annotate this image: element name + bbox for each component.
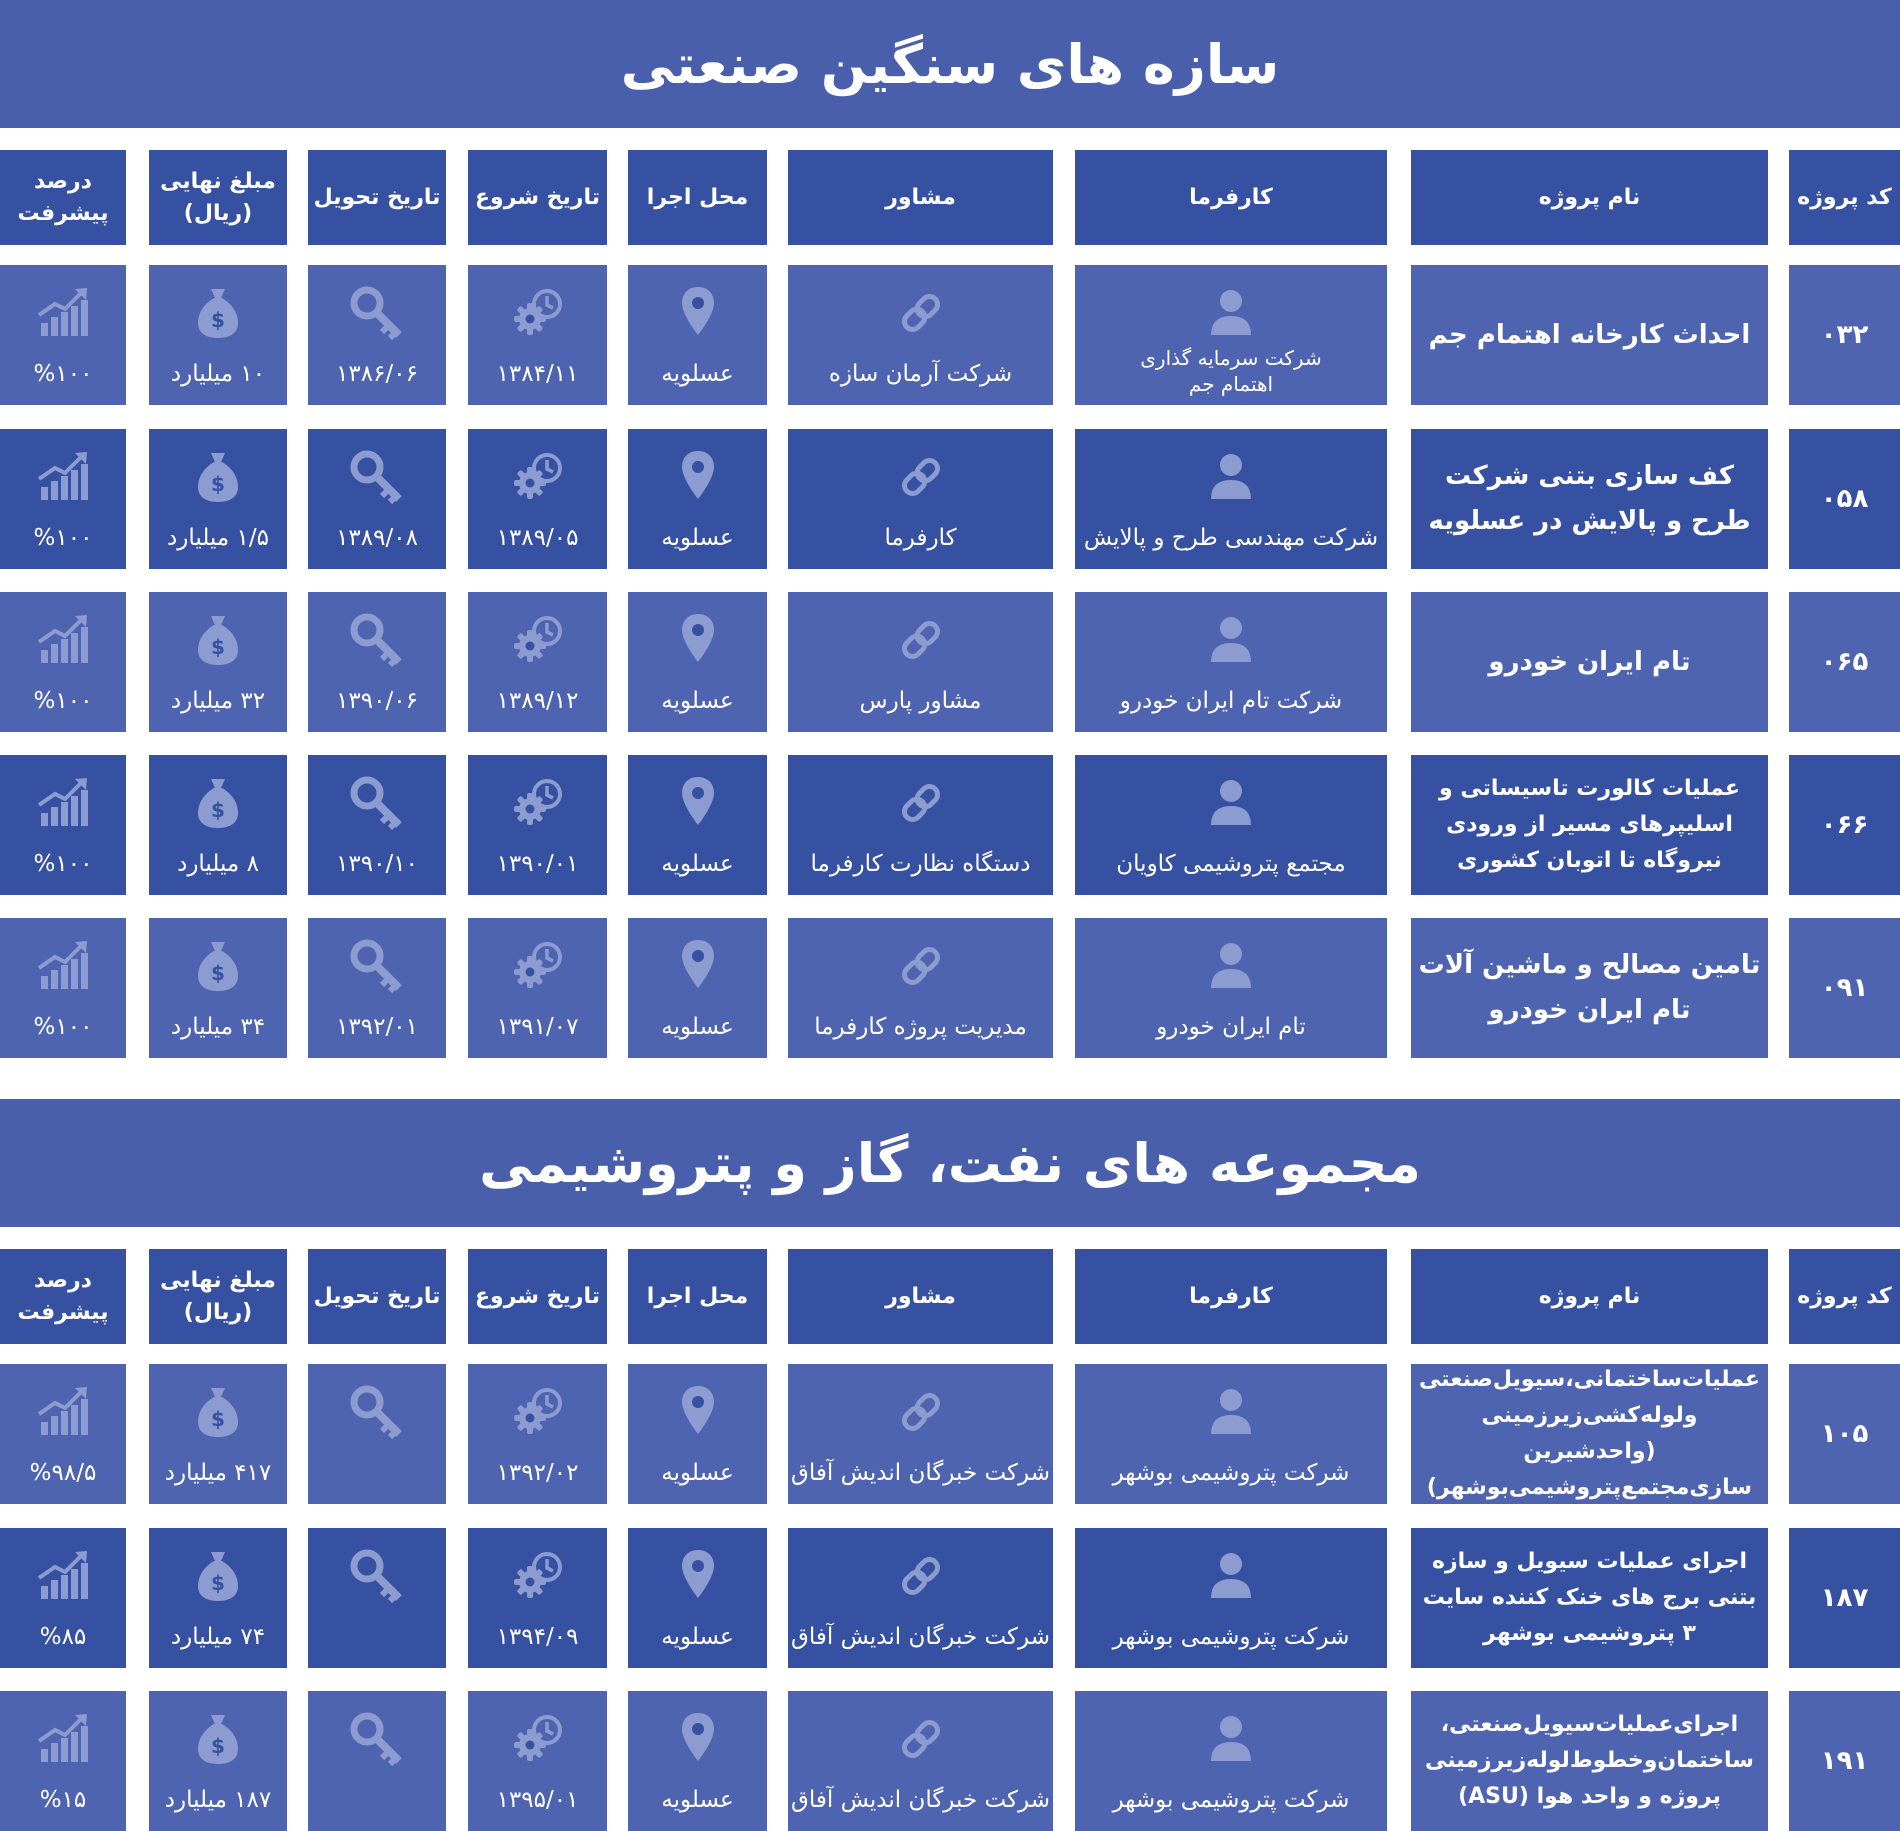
- location-value: عسلویه: [661, 1460, 734, 1486]
- gear-clock-icon: [468, 938, 607, 994]
- cell-start-date: [468, 265, 607, 405]
- start-date-value: ۱۳۹۱/۰۷: [496, 1014, 579, 1040]
- start-date-value: ۱۳۸۹/۱۲: [496, 688, 579, 714]
- user-icon: [1075, 1548, 1387, 1604]
- cell-code: [1789, 1528, 1900, 1668]
- cell-delivery-date: [308, 1691, 446, 1831]
- location-value: عسلویه: [661, 1624, 734, 1650]
- employer-value: شرکت تام ایران خودرو: [1119, 688, 1343, 714]
- key-icon: [308, 1711, 446, 1767]
- cell-delivery-date: [308, 429, 446, 569]
- growth-chart-icon: [0, 449, 126, 505]
- user-icon: [1075, 775, 1387, 831]
- key-icon: [308, 1548, 446, 1604]
- header-label: مشاور: [885, 184, 956, 210]
- cell-name: [1411, 592, 1768, 732]
- project-name: کف سازی بتنی شرکت طرح و پالایش در عسلویه: [1428, 461, 1751, 536]
- money-bag-icon: [149, 1384, 287, 1440]
- cell-name: [1411, 1528, 1768, 1668]
- cell-employer: [1075, 265, 1387, 405]
- cell-employer: [1075, 755, 1387, 895]
- map-pin-icon: [628, 775, 767, 831]
- cell-name: [1411, 918, 1768, 1058]
- final-amount-value: ۳۲ میلیارد: [170, 688, 266, 714]
- progress-value: %۹۸/۵: [29, 1460, 97, 1486]
- cell-delivery-date: [308, 918, 446, 1058]
- header-delivery-date: [308, 150, 446, 245]
- header-label: نام پروژه: [1538, 1283, 1641, 1309]
- svg-text:$: $: [211, 798, 225, 822]
- location-value: عسلویه: [661, 688, 734, 714]
- cell-start-date: [468, 429, 607, 569]
- growth-chart-icon: [0, 285, 126, 341]
- cell-consultant: [788, 1691, 1053, 1831]
- user-icon: [1075, 1384, 1387, 1440]
- header-code: [1789, 1249, 1900, 1344]
- header-label: درصد پیشرفت: [17, 1267, 109, 1325]
- cell-name: [1411, 429, 1768, 569]
- cell-progress: [0, 429, 126, 569]
- cell-location: [628, 1364, 767, 1504]
- cell-final-amount: [149, 265, 287, 405]
- key-icon: [308, 612, 446, 668]
- table-row: [0, 429, 1900, 569]
- project-name: اجرای‌عملیات‌سیویل‌صنعتی، ساختمان‌وخطوط‌لوله‌زیرزمینی پروژه و واحد هوا (ASU): [1425, 1712, 1754, 1809]
- employer-value: شرکت سرمایه گذاری اهتمام جم: [1140, 346, 1322, 396]
- consultant-value: شرکت آرمان سازه: [828, 361, 1013, 387]
- start-date-value: ۱۳۹۴/۰۹: [496, 1624, 579, 1650]
- header-label: کد پروژه: [1797, 1283, 1892, 1309]
- cell-start-date: [468, 592, 607, 732]
- header-label: محل اجرا: [646, 184, 749, 210]
- gear-clock-icon: [468, 285, 607, 341]
- growth-chart-icon: [0, 1384, 126, 1440]
- table-row: [0, 755, 1900, 895]
- header-location: [628, 150, 767, 245]
- svg-text:$: $: [211, 961, 225, 985]
- header-name: [1411, 150, 1768, 245]
- cell-start-date: [468, 1691, 607, 1831]
- money-bag-icon: [149, 449, 287, 505]
- progress-value: %۱۵: [39, 1787, 87, 1813]
- cell-code: [1789, 592, 1900, 732]
- money-bag-icon: [149, 1548, 287, 1604]
- final-amount-value: ۱۰ میلیارد: [170, 361, 266, 387]
- link-icon: [788, 1384, 1053, 1440]
- gear-clock-icon: [468, 449, 607, 505]
- map-pin-icon: [628, 1711, 767, 1767]
- progress-value: %۱۰۰: [33, 688, 93, 714]
- project-name: عملیات کالورت تاسیساتی و اسلیپرهای مسیر از ورودی نیروگاه تا اتوبان کشوری: [1439, 776, 1740, 873]
- project-name: تامین مصالح و ماشین آلات تام ایران خودرو: [1418, 950, 1761, 1025]
- table-row: [0, 592, 1900, 732]
- link-icon: [788, 285, 1053, 341]
- cell-code: [1789, 1691, 1900, 1831]
- svg-text:$: $: [211, 635, 225, 659]
- table-row: [0, 1691, 1900, 1831]
- cell-delivery-date: [308, 265, 446, 405]
- gear-clock-icon: [468, 1548, 607, 1604]
- project-code: ۰۶۶: [1820, 810, 1869, 840]
- progress-value: %۸۵: [39, 1624, 87, 1650]
- cell-start-date: [468, 755, 607, 895]
- location-value: عسلویه: [661, 361, 734, 387]
- cell-progress: [0, 755, 126, 895]
- growth-chart-icon: [0, 775, 126, 831]
- start-date-value: ۱۳۸۹/۰۵: [496, 525, 579, 551]
- growth-chart-icon: [0, 612, 126, 668]
- table-header: [0, 1249, 1900, 1344]
- header-location: [628, 1249, 767, 1344]
- consultant-value: شرکت خبرگان اندیش آفاق: [791, 1460, 1050, 1486]
- map-pin-icon: [628, 938, 767, 994]
- header-consultant: [788, 1249, 1053, 1344]
- location-value: عسلویه: [661, 525, 734, 551]
- start-date-value: ۱۳۹۰/۰۱: [496, 851, 579, 877]
- progress-value: %۱۰۰: [33, 525, 93, 551]
- cell-code: [1789, 1364, 1900, 1504]
- money-bag-icon: [149, 612, 287, 668]
- user-icon: [1075, 449, 1387, 505]
- header-label: تاریخ شروع: [475, 184, 600, 210]
- delivery-date-value: ۱۳۸۹/۰۸: [336, 525, 418, 551]
- cell-code: [1789, 755, 1900, 895]
- header-label: کارفرما: [1189, 1283, 1273, 1309]
- final-amount-value: ۴۱۷ میلیارد: [164, 1460, 272, 1486]
- money-bag-icon: [149, 775, 287, 831]
- header-code: [1789, 150, 1900, 245]
- svg-text:$: $: [211, 1407, 225, 1431]
- cell-employer: [1075, 1691, 1387, 1831]
- cell-final-amount: [149, 429, 287, 569]
- header-delivery-date: [308, 1249, 446, 1344]
- header-employer: [1075, 1249, 1387, 1344]
- cell-consultant: [788, 1528, 1053, 1668]
- header-progress: [0, 150, 126, 245]
- delivery-date-value: ۱۳۹۰/۰۶: [336, 688, 418, 714]
- key-icon: [308, 938, 446, 994]
- key-icon: [308, 285, 446, 341]
- cell-location: [628, 1528, 767, 1668]
- cell-progress: [0, 1528, 126, 1668]
- map-pin-icon: [628, 449, 767, 505]
- progress-value: %۱۰۰: [33, 1014, 93, 1040]
- consultant-value: مدیریت پروژه کارفرما: [814, 1014, 1027, 1040]
- consultant-value: شرکت خبرگان اندیش آفاق: [791, 1787, 1050, 1813]
- cell-progress: [0, 1691, 126, 1831]
- header-label: محل اجرا: [646, 1283, 749, 1309]
- cell-employer: [1075, 918, 1387, 1058]
- cell-consultant: [788, 429, 1053, 569]
- header-label: کد پروژه: [1797, 184, 1892, 210]
- user-icon: [1075, 612, 1387, 668]
- cell-progress: [0, 265, 126, 405]
- svg-text:$: $: [211, 472, 225, 496]
- cell-name: [1411, 1691, 1768, 1831]
- project-code: ۱۰۵: [1820, 1419, 1869, 1449]
- consultant-value: کارفرما: [884, 525, 957, 551]
- employer-value: شرکت پتروشیمی بوشهر: [1112, 1624, 1350, 1650]
- final-amount-value: ۱/۵ میلیارد: [167, 525, 269, 551]
- link-icon: [788, 1711, 1053, 1767]
- header-consultant: [788, 150, 1053, 245]
- link-icon: [788, 938, 1053, 994]
- header-start-date: [468, 150, 607, 245]
- final-amount-value: ۳۴ میلیارد: [170, 1014, 266, 1040]
- cell-progress: [0, 592, 126, 732]
- key-icon: [308, 775, 446, 831]
- table-header: [0, 150, 1900, 245]
- key-icon: [308, 449, 446, 505]
- cell-name: [1411, 1364, 1768, 1504]
- header-employer: [1075, 150, 1387, 245]
- cell-delivery-date: [308, 1364, 446, 1504]
- link-icon: [788, 775, 1053, 831]
- project-code: ۱۹۱: [1820, 1746, 1869, 1776]
- delivery-date-value: ۱۳۹۲/۰۱: [336, 1014, 418, 1040]
- cell-location: [628, 592, 767, 732]
- cell-final-amount: [149, 1528, 287, 1668]
- cell-consultant: [788, 918, 1053, 1058]
- cell-delivery-date: [308, 1528, 446, 1668]
- cell-delivery-date: [308, 592, 446, 732]
- progress-value: %۱۰۰: [33, 361, 93, 387]
- start-date-value: ۱۳۸۴/۱۱: [496, 361, 579, 387]
- start-date-value: ۱۳۹۲/۰۲: [496, 1460, 579, 1486]
- delivery-date-value: ۱۳۹۰/۱۰: [336, 851, 418, 877]
- cell-employer: [1075, 1364, 1387, 1504]
- project-code: ۰۹۱: [1820, 973, 1869, 1003]
- growth-chart-icon: [0, 938, 126, 994]
- cell-code: [1789, 918, 1900, 1058]
- cell-employer: [1075, 429, 1387, 569]
- gear-clock-icon: [468, 1711, 607, 1767]
- gear-clock-icon: [468, 612, 607, 668]
- project-code: ۱۸۷: [1820, 1583, 1869, 1613]
- cell-start-date: [468, 1364, 607, 1504]
- table-row: [0, 918, 1900, 1058]
- consultant-value: دستگاه نظارت کارفرما: [810, 851, 1031, 877]
- employer-value: مجتمع پتروشیمی کاویان: [1116, 851, 1346, 877]
- gear-clock-icon: [468, 1384, 607, 1440]
- project-code: ۰۵۸: [1820, 484, 1869, 514]
- cell-location: [628, 265, 767, 405]
- header-label: درصد پیشرفت: [17, 168, 109, 226]
- header-label: مشاور: [885, 1283, 956, 1309]
- cell-final-amount: [149, 1691, 287, 1831]
- cell-consultant: [788, 1364, 1053, 1504]
- final-amount-value: ۱۸۷ میلیارد: [164, 1787, 272, 1813]
- cell-code: [1789, 265, 1900, 405]
- project-name: تام ایران خودرو: [1488, 646, 1691, 677]
- consultant-value: شرکت خبرگان اندیش آفاق: [791, 1624, 1050, 1650]
- header-name: [1411, 1249, 1768, 1344]
- table-row: [0, 265, 1900, 405]
- cell-consultant: [788, 755, 1053, 895]
- user-icon: [1075, 1711, 1387, 1767]
- employer-value: شرکت پتروشیمی بوشهر: [1112, 1787, 1350, 1813]
- cell-final-amount: [149, 1364, 287, 1504]
- project-name: احداث کارخانه اهتمام جم: [1428, 319, 1751, 350]
- header-final-amount: [149, 150, 287, 245]
- header-label: مبلغ نهایی (ریال): [160, 168, 276, 226]
- cell-progress: [0, 1364, 126, 1504]
- cell-employer: [1075, 1528, 1387, 1668]
- cell-progress: [0, 918, 126, 1058]
- project-name: اجرای عملیات سیویل و سازه بتنی برج های خنک کننده سایت ۳ پتروشیمی بوشهر: [1422, 1549, 1757, 1646]
- table-row: [0, 1528, 1900, 1668]
- employer-value: شرکت پتروشیمی بوشهر: [1112, 1460, 1350, 1486]
- cell-consultant: [788, 592, 1053, 732]
- header-label: تاریخ شروع: [475, 1283, 600, 1309]
- consultant-value: مشاور پارس: [859, 688, 982, 714]
- delivery-date-value: ۱۳۸۶/۰۶: [336, 361, 418, 387]
- cell-name: [1411, 755, 1768, 895]
- map-pin-icon: [628, 1548, 767, 1604]
- growth-chart-icon: [0, 1711, 126, 1767]
- svg-text:$: $: [211, 1571, 225, 1595]
- cell-name: [1411, 265, 1768, 405]
- location-value: عسلویه: [661, 851, 734, 877]
- header-progress: [0, 1249, 126, 1344]
- link-icon: [788, 612, 1053, 668]
- cell-start-date: [468, 918, 607, 1058]
- user-icon: [1075, 938, 1387, 994]
- growth-chart-icon: [0, 1548, 126, 1604]
- cell-final-amount: [149, 918, 287, 1058]
- money-bag-icon: [149, 1711, 287, 1767]
- link-icon: [788, 1548, 1053, 1604]
- section-title: سازه های سنگین صنعتی: [0, 0, 1900, 128]
- section-title: مجموعه های نفت، گاز و پتروشیمی: [0, 1099, 1900, 1227]
- cell-final-amount: [149, 592, 287, 732]
- cell-code: [1789, 429, 1900, 569]
- user-icon: [1075, 285, 1387, 341]
- table-row: [0, 1364, 1900, 1504]
- header-label: تاریخ تحویل: [313, 1283, 441, 1309]
- cell-location: [628, 429, 767, 569]
- final-amount-value: ۷۴ میلیارد: [170, 1624, 266, 1650]
- link-icon: [788, 449, 1053, 505]
- start-date-value: ۱۳۹۵/۰۱: [496, 1787, 579, 1813]
- cell-location: [628, 755, 767, 895]
- header-label: مبلغ نهایی (ریال): [160, 1267, 276, 1325]
- header-label: نام پروژه: [1538, 184, 1641, 210]
- map-pin-icon: [628, 612, 767, 668]
- cell-start-date: [468, 1528, 607, 1668]
- cell-location: [628, 918, 767, 1058]
- money-bag-icon: [149, 285, 287, 341]
- progress-value: %۱۰۰: [33, 851, 93, 877]
- cell-consultant: [788, 265, 1053, 405]
- header-final-amount: [149, 1249, 287, 1344]
- employer-value: تام ایران خودرو: [1156, 1014, 1306, 1040]
- project-code: ۰۶۵: [1820, 647, 1869, 677]
- key-icon: [308, 1384, 446, 1440]
- svg-text:$: $: [211, 308, 225, 332]
- header-label: کارفرما: [1189, 184, 1273, 210]
- cell-location: [628, 1691, 767, 1831]
- header-label: تاریخ تحویل: [313, 184, 441, 210]
- cell-employer: [1075, 592, 1387, 732]
- final-amount-value: ۸ میلیارد: [177, 851, 259, 877]
- project-name: عملیات‌ساختمانی،سیویل‌صنعتی ولوله‌کشی‌زیرزمینی (واحد‌شیرین سازی‌مجتمع‌پتروشیمی‌بوشهر): [1419, 1367, 1760, 1500]
- cell-delivery-date: [308, 755, 446, 895]
- header-start-date: [468, 1249, 607, 1344]
- svg-text:$: $: [211, 1734, 225, 1758]
- map-pin-icon: [628, 1384, 767, 1440]
- project-code: ۰۳۲: [1820, 320, 1869, 350]
- gear-clock-icon: [468, 775, 607, 831]
- location-value: عسلویه: [661, 1787, 734, 1813]
- employer-value: شرکت مهندسی طرح و پالایش: [1083, 525, 1379, 551]
- location-value: عسلویه: [661, 1014, 734, 1040]
- money-bag-icon: [149, 938, 287, 994]
- map-pin-icon: [628, 285, 767, 341]
- cell-final-amount: [149, 755, 287, 895]
